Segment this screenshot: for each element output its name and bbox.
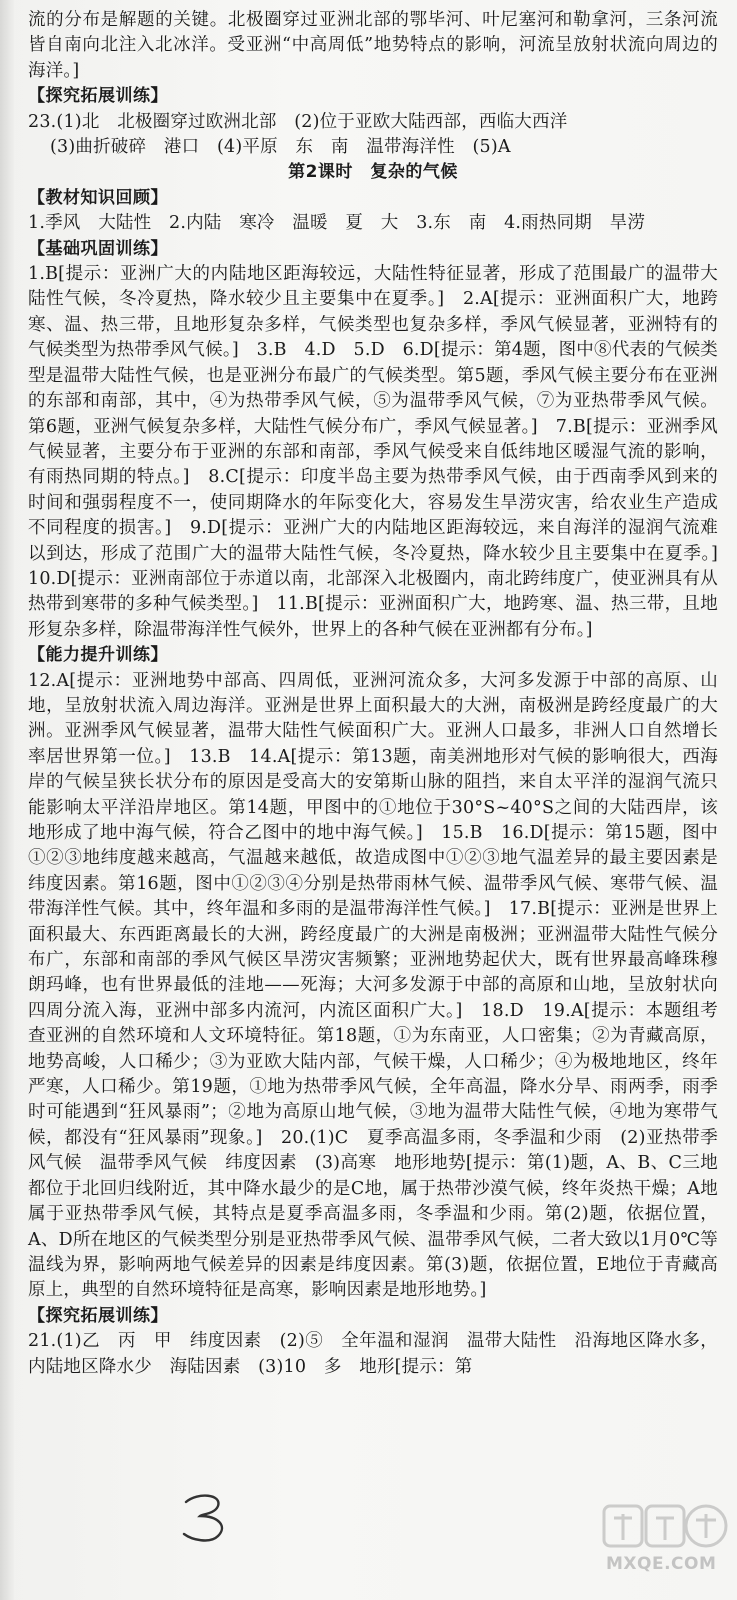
site-watermark [600,1500,730,1592]
page-spine-shadow [0,0,14,1600]
answer-q23-line1: 23.(1)北 北极圈穿过欧洲北部 (2)位于亚欧大陆西部，西临大西洋 [28,111,568,132]
ability-answers: 12.A[提示：亚洲地势中部高、四周低，亚洲河流众多，大河多发源于中部的高原、山地，呈放射状流入周边海洋。亚洲是世界上面积最大的大洲，南极洲是跨经度最广的大洲。亚洲季风气候显著，温带大陆性气候面积广大。亚洲人口最多，非洲人口自然增长率居世界第一位。] 13.B 14.A[提示：第13题，南美洲地形对气候的影响很大，西海岸的气候呈狭长状分布的原因是受高大的安第斯山脉的阻挡，来自太平洋的湿润气流只能影响太平洋沿岸地区。第14题，甲图中的①地位于30°S~40°S之间的大陆西岸，该地形成了地中海气候，符合乙图中的地中海气候。] 15.B 16.D[提示：第15题，图中①②③地纬度越来越高，气温越来越低，故造成图中①②③地气温差异的最主要因素是纬度因素。第16题，图中①②③④分别是热带雨林气候、温带季风气候、寒带气候、温带海洋性气候。其中，终年温和多雨的是温带海洋性气候。] 17.B[提示：亚洲是世界上面积最大、东西距离最长的大洲，跨经度最广的大洲是南极洲；亚洲温带大陆性气候分布广，东部和南部的季风气候区旱涝灾害频繁；亚洲地势起伏大，既有世界最高峰珠穆朗玛峰，也有世界最低的洼地——死海；大河多发源于中部的高原和山地，呈放射状向四周分流入海，亚洲中部多内流河，内流区面积广大。] 18.D 19.A[提示：本题组考查亚洲的自然环境和人文环境特征。第18题，①为东南亚，人口密集；②为青藏高原，地势高峻，人口稀少；③为亚欧大陆内部，气候干燥，人口稀少；④为极地地区，终年严寒，人口稀少。第19题，①地为热带季风气候，全年高温，降水分旱、雨两季，雨季时可能遇到“狂风暴雨”；②地为高原山地气候，③地为温带大陆性气候，④地为寒带气候，都没有“狂风暴雨”现象。] 20.(1)C 夏季高温多雨，冬季温和少雨 (2)亚热带季风气候 温带季风气候 纬度因素 (3)高寒 地形地势[提示：第(1)题，A、B、C三地都位于北回归线附近，其中降水最少的是C地，属于热带沙漠气候，终年炎热干燥；A地属于亚热带季风气候，其特点是夏季高温多雨，冬季温和少雨。第(2)题，依据位置，A、D所在地区的气候类型分别是亚热带季风气候、温带季风气候，二者大致以1月0℃等温线为界，影响两地气候差异的因素是纬度因素。第(3)题，依据位置，E地位于青藏高原上，典型的自然环境特征是高寒，影响因素是地形地势。] [28,670,718,1301]
watermark-logo-icon [600,1500,730,1556]
answer-q21: 21.(1)乙 丙 甲 纬度因素 (2)⑤ 全年温和湿润 温带大陆性 沿海地区降水多，内陆地区降水少 海陆因素 (3)10 多 地形[提示：第 [28,1331,718,1377]
section-heading-ability: 【能力提升训练】 [28,645,168,666]
answer-q23-line2: (3)曲折破碎 港口 (4)平原 东 南 温带海洋性 (5)A [50,137,511,158]
lesson-title: 第2课时 复杂的气候 [288,162,458,183]
review-answers: 1.季风 大陆性 2.内陆 寒冷 温暖 夏 大 3.东 南 4.雨热同期 旱涝 [28,213,646,234]
section-heading-explore-2: 【探究拓展训练】 [28,1305,168,1326]
watermark-text: MXQE.COM [606,1554,717,1574]
handwritten-page-mark [178,1488,248,1548]
section-heading-review: 【教材知识回顾】 [28,187,168,208]
answer-key-content [28,8,736,1380]
section-heading-explore-1: 【探究拓展训练】 [28,86,168,107]
section-heading-basic: 【基础巩固训练】 [28,238,168,259]
continued-explanation: 流的分布是解题的关键。北极圈穿过亚洲北部的鄂毕河、叶尼塞河和勒拿河，三条河流皆自南向北注入北冰洋。受亚洲“中高周低”地势特点的影响，河流呈放射状流向周边的海洋。] [28,10,718,81]
basic-answers: 1.B[提示：亚洲广大的内陆地区距海较远，大陆性特征显著，形成了范围最广的温带大陆性气候，冬冷夏热，降水较少且主要集中在夏季。] 2.A[提示：亚洲面积广大，地跨寒、温、热三带，且地形复杂多样，气候类型也复杂多样，季风气候显著，亚洲特有的气候类型为热带季风气候。] 3.B 4.D 5.D 6.D[提示：第4题，图中⑧代表的气候类型是温带大陆性气候，也是亚洲分布最广的气候类型。第5题，季风气候主要分布在亚洲的东部和南部，其中，④为热带季风气候，⑤为温带季风气候，⑦为亚热带季风气候。第6题，亚洲气候复杂多样，大陆性气候分布广，季风气候显著。] 7.B[提示：亚洲季风气候显著，主要分布于亚洲的东部和南部，季风气候受来自低纬地区暖湿气流的影响，有雨热同期的特点。] 8.C[提示：印度半岛主要为热带季风气候，由于西南季风到来的时间和强弱程度不一，使同期降水的年际变化大，容易发生旱涝灾害，给农业生产造成不同程度的损害。] 9.D[提示：亚洲广大的内陆地区距海较远，来自海洋的湿润气流难以到达，形成了范围广大的温带大陆性气候，冬冷夏热，降水较少且主要集中在夏季。] 10.D[提示：亚洲南部位于赤道以南，北部深入北极圈内，南北跨纬度广，使亚洲具有从热带到寒带的多种气候类型。] 11.B[提示：亚洲面积广大，地跨寒、温、热三带，且地形复杂多样，除温带海洋性气候外，世界上的各种气候在亚洲都有分布。] [28,264,736,640]
